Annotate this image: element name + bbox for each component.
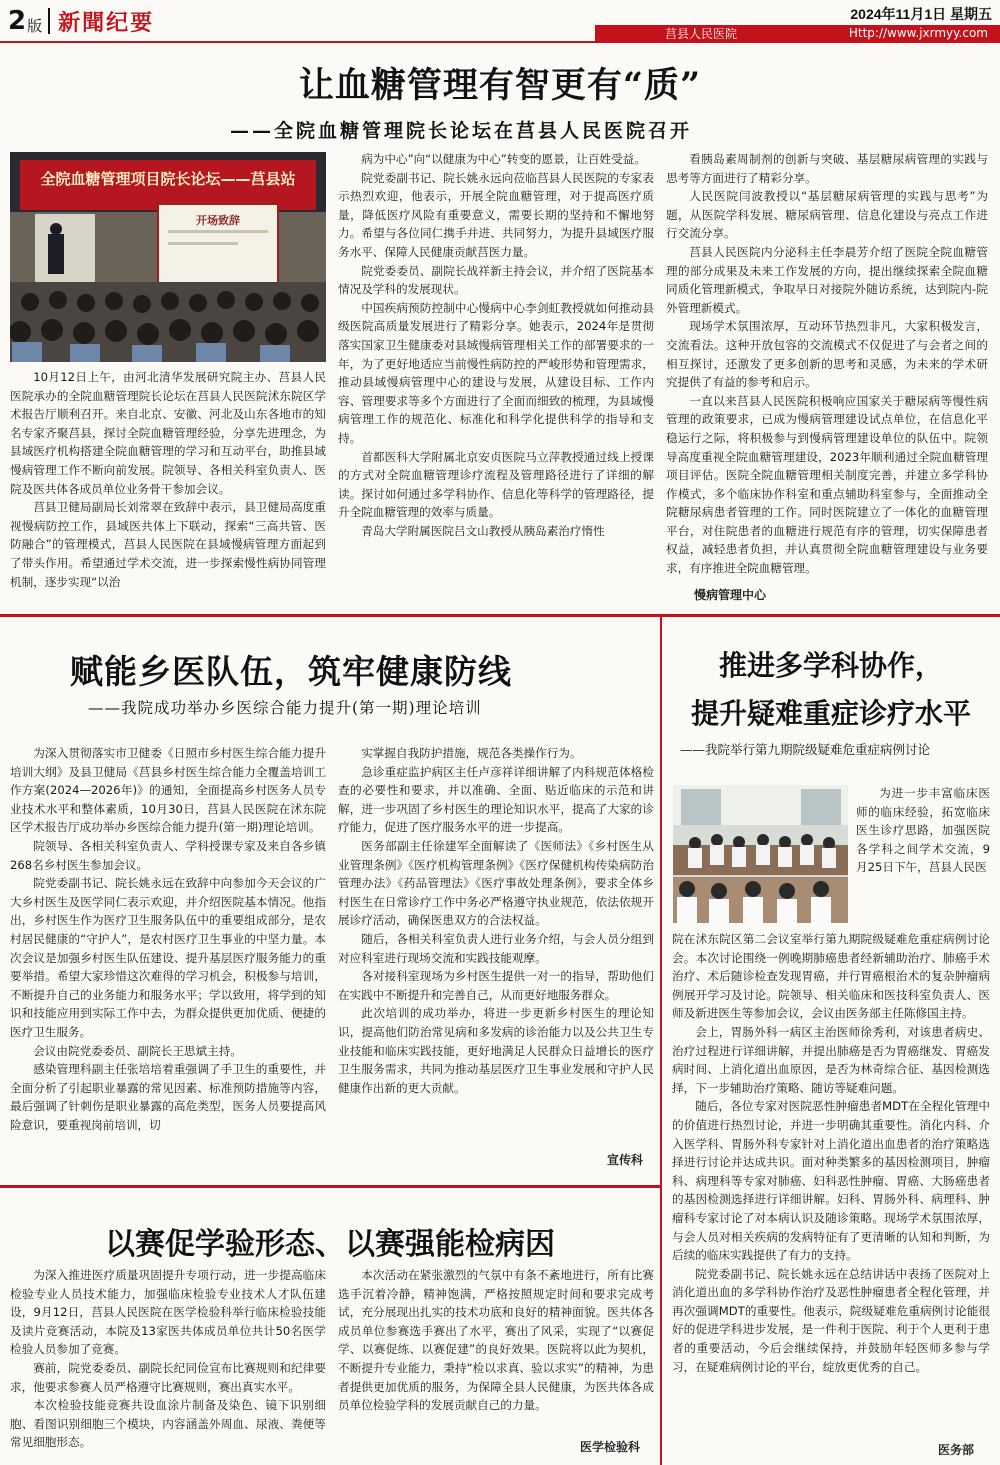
article1-photo xyxy=(10,152,326,362)
article3-subtitle: ——我院举行第九期院级疑难危重症病例讨论 xyxy=(680,742,931,757)
paragraph: 首都医科大学附属北京安贞医院马立萍教授通过线上授课的方式对全院血糖管理诊疗流程及管理路径进行了详细的解读。探讨如何通过多学科协作、信息化等科学的管理路径，提升全院血糖管理的效率与质量。 xyxy=(338,449,654,520)
paragraph: 为深入推进医疗质量巩固提升专项行动，进一步提高临床检验专业人员技术能力，加强临床检验专业技术人才队伍建设，9月12日，莒县人民医院在医学检验科举行临床检验技能及读片竞赛活动，本院及13家医共体成员单位共计50名医学检验人员参加了竞赛。 xyxy=(10,1268,326,1357)
paragraph: 一直以来莒县人民医院积极响应国家关于糖尿病等慢性病管理的政策要求，已成为慢病管理建设试点单位，在信息化平稳运行之际，将积极参与到慢病管理建设单位的队伍中。院领导高度重视全院血糖管理建设，2023年顺利通过全院血糖管理项目评估。医院全院血糖管理相关制度完善，并建立多学科协作模式，多个临床协作科室和重点辅助科室参与，全面推动全院糖尿病患者管理的工作。同时医院建立了一体化的血糖管理平台，对住院患者的血糖进行规范有序的管理，切实保障患者权益，减轻患者负担，并认真贯彻全院血糖管理建设与业务要求，有序推进全院血糖管理。 xyxy=(666,393,988,576)
paragraph: 院领导、各相关科室负责人、学科授课专家及来自各乡镇268名乡村医生参加会议。 xyxy=(10,838,326,872)
paragraph: 实掌握自我防护措施，规范各类操作行为。 xyxy=(361,746,582,760)
paragraph: 会议由院党委委员、副院长王思斌主持。 xyxy=(33,1043,242,1058)
article1-title: 让血糖管理有智更有“质” xyxy=(298,65,702,106)
article2-column-2 xyxy=(338,744,654,1154)
divider-after-article1 xyxy=(0,614,1000,617)
paragraph: 看胰岛素周制剂的创新与突破、基层糖尿病管理的实践与思考等方面进行了精彩分享。 xyxy=(666,152,988,185)
article4-column-2 xyxy=(338,1266,654,1434)
vertical-divider xyxy=(660,617,662,1465)
paragraph: 人民医院闫波教授以“基层糖尿病管理的实践与思考”为题，从医院学科发展、糖尿病管理、信息化建设与亮点工作进行交流分享。 xyxy=(666,189,988,241)
article3-body xyxy=(672,930,990,1435)
meeting-room-photo xyxy=(673,785,848,923)
paragraph: 莒县人民医院内分泌科主任李晨芳介绍了医院全院血糖管理的部分成果及未来工作发展的方向，提出继续探索全院血糖同质化管理新模式，争取早日对接院外随访系统，达到院内-院外管理新模式。 xyxy=(666,244,988,315)
article4-column-1 xyxy=(10,1266,326,1460)
paragraph: 赛前，院党委委员、副院长纪同俭宣布比赛规则和纪律要求，他要求参赛人员严格遵守比赛规则，赛出真实水平。 xyxy=(10,1360,326,1394)
article2-signature: 宣传科 xyxy=(607,1153,644,1167)
page-number: 2 xyxy=(8,6,27,36)
article3-signature: 医务部 xyxy=(938,1443,975,1457)
paragraph: 病为中心”向“以健康为中心”转变的愿景，让百姓受益。 xyxy=(361,152,646,166)
masthead-red-bar xyxy=(595,25,1000,41)
photo-screen-text: 开场致辞 xyxy=(196,214,240,227)
article1-column-1 xyxy=(10,368,326,605)
paragraph: 现场学术氛围浓厚，互动环节热烈非凡，大家积极发言，交流看法。这种开放包容的交流模式不仅促进了与会者之间的相互探讨，还激发了更多创新的思考和灵感，为未来的学术研究提供了有益的参考和启示。 xyxy=(666,319,988,390)
masthead-rule xyxy=(0,41,1000,43)
paragraph: 青岛大学附属医院吕文山教授从胰岛素治疗惰性 xyxy=(361,523,605,538)
divider-after-article2 xyxy=(0,1185,660,1188)
website-url: Http://www.jxrmyy.com xyxy=(848,26,988,40)
paragraph: 为深入贯彻落实市卫健委《日照市乡村医生综合能力提升培训大纲》及县卫健局《莒县乡村医生综合能力全覆盖培训工作方案(2024—2026年)》的通知，全面提高乡村医务人员专业技术水平和整体素质，10月30日，莒县人民医院在沭东院区学术报告厅成功举办乡医综合能力提升(第一期)理论培训。 xyxy=(10,746,326,835)
paragraph: 院在沭东院区第二会议室举行第九期院级疑难危重症病例讨论会。本次讨论围绕一例晚期肺癌患者经新辅助治疗、肺癌手术治疗、术后随诊检查发现胃癌，并行胃癌根治术的复杂肿瘤病例展开学习及讨论。院领导、相关临床和医技科室负责人、医师及新进医生等参加会议，会议由医务部主任陈修国主持。 xyxy=(672,932,990,1021)
paragraph: 随后，各相关科室负责人进行业务介绍，与会人员分组到对应科室进行现场交流和实践技能观摩。 xyxy=(338,931,654,965)
issue-date: 2024年11月1日 星期五 xyxy=(850,6,992,22)
article3-title-line2: 提升疑难重症诊疗水平 xyxy=(690,697,971,730)
paragraph: 会上，胃肠外科一病区主治医师徐秀利，对该患者病史、治疗过程进行详细讲解，并提出肺癌是否为胃癌继发、胃癌发病时间、上消化道出血原因，是否为林奇综合征、基因检测选择，下一步辅助治疗策略、随访等疑难问题。 xyxy=(672,1024,990,1095)
page-unit: 版 xyxy=(27,16,43,35)
article3-title-line1: 推进多学科协作， xyxy=(718,649,943,682)
paragraph: 10月12日上午，由河北清华发展研究院主办、莒县人民医院承办的全院血糖管理院长论坛在莒县人民医院沭东院区学术报告厅顺利召开。来自北京、安徽、河北及山东各地市的知名专家齐聚莒县，探讨全院血糖管理经验，分享先进理念，为县域医疗机构搭建全院血糖管理的学习和互动平台，助推县域慢病管理工作不断向前发展。院领导、各相关科室负责人、医院及医共体各成员单位业务骨干参加会议。 xyxy=(10,370,326,496)
paragraph: 院党委副书记、院长姚永远在致辞中向参加今天会议的广大乡村医生及医学同仁表示欢迎，并介绍医院基本情况。他指出，乡村医生作为医疗卫生服务队伍中的重要组成部分，是农村居民健康的“守护人”，是农村医疗卫生事业的中坚力量。本次会议是加强乡村医生队伍建设、提升基层医疗服务能力的重要举措。希望大家珍惜这次难得的学习机会，积极参与培训，不断提升自己的业务能力和服务水平；学以致用，将学到的知识和技能应用到实际工作中去，为群众提供更加优质、便捷的医疗卫生服务。 xyxy=(10,876,326,1039)
article3-photo xyxy=(673,785,848,923)
article2-subtitle: ——我院成功举办乡医综合能力提升(第一期)理论培训 xyxy=(88,699,482,717)
paragraph: 院党委副书记、院长姚永远向莅临莒县人民医院的专家表示热烈欢迎，他表示，开展全院血糖管理，对于提高医疗质量，降低医疗风险有重要意义，需要长期的坚持和不懈地努力。希望与各位同仁携手并进、共同努力，为提升县域医疗服务水平、保障人民健康贡献莒医力量。 xyxy=(338,170,654,259)
article2-column-1 xyxy=(10,744,326,1172)
article1-subtitle: ——全院血糖管理院长论坛在莒县人民医院召开 xyxy=(230,120,693,142)
article1-column-3 xyxy=(666,150,988,582)
article4-title: 以赛促学验形态、以赛强能检病因 xyxy=(105,1227,555,1262)
paragraph: 中国疾病预防控制中心慢病中心李剑虹教授就如何推动县级医院高质量发展进行了精彩分享。她表示，2024年是贯彻落实国家卫生健康委对县域慢病管理相关工作的部署要求的一年，为了更好地适应当前慢性病防控的严峻形势和管理需求，推动县域慢病管理中心的建设与发展，从建设目标、工作内容、管理要求等多个方面进行了全面而细致的梳理，为县域慢病管理工作的规范化、标准化和科学化提供科学的指导和支持。 xyxy=(338,300,654,445)
paragraph: 本次检验技能竞赛共设血涂片制备及染色、镜下识别细胞、看图识别细胞三个模块，内容涵盖外周血、尿液、粪便等常见细胞形态。 xyxy=(10,1398,326,1450)
paragraph: 医务部副主任徐建军全面解读了《医师法》《乡村医生从业管理条例》《医疗机构管理条例》《医疗保健机构传染病防治管理办法》《药品管理法》《医疗事故处理条例》，要求全体乡村医生在日常诊疗工作中务必严格遵守执业规范，依法依规开展诊疗活动，确保医患双方的合法权益。 xyxy=(338,838,654,928)
article1-column-2 xyxy=(338,150,654,605)
paragraph: 随后，各位专家对医院恶性肿瘤患者MDT在全程化管理中的价值进行热烈讨论，并进一步明确其重要性。消化内科、介入医学科、胃肠外科专家针对上消化道出血患者的治疗策略选择进行讨论并达成共识。面对种类繁多的基因检测项目，肿瘤科、病理科等专家对肺癌、妇科恶性肿瘤、胃癌、大肠癌患者的基因检测选择进行详细讲解。妇科、胃肠外科、病理科、肿瘤科专家讨论了对本病认识及随诊策略。现场学术氛围浓厚，与会人员对相关疾病的发病特征有了更清晰的认知和判断，为后续的临床实践提供了有力的支持。 xyxy=(672,1099,990,1263)
article2-title: 赋能乡医队伍，筑牢健康防线 xyxy=(70,652,512,691)
masthead-divider xyxy=(48,8,50,34)
article4-signature: 医学检验科 xyxy=(580,1440,641,1454)
section-name: 新聞纪要 xyxy=(58,9,155,36)
paragraph: 莒县卫健局副局长刘常翠在致辞中表示，县卫健局高度重视慢病防控工作，县域医共体上下联动，探索“三高共管、医防融合”的管理模式，莒县人民医院在县域慢病管理方面起到了带头作用。希望通过学术交流，进一步探索慢性病协同管理机制，逐步实现“以治 xyxy=(10,500,326,589)
hospital-name: 莒县人民医院 xyxy=(665,26,738,41)
paragraph: 感染管理科副主任张培培着重强调了手卫生的重要性，并全面分析了引起职业暴露的常见因素、标准预防措施等内容，最后强调了针刺伤是职业暴露的高危类型，医务人员要提高风险意识，要重视岗前培训，切 xyxy=(10,1062,326,1132)
paragraph: 本次活动在紧张激烈的气氛中有条不紊地进行，所有比赛选手沉着冷静，精神饱满，严格按照规定时间和要求完成考试，充分展现出扎实的技术功底和良好的精神面貌。医共体各成员单位参赛选手赛出了水平，赛出了风采，实现了“以赛促学、以赛促练、以赛促建”的良好效果。医院将以此为契机，不断提升专业能力，秉持“检以求真、验以求实”的精神，为患者提供更加优质的服务，为保障全县人民健康，为医共体各成员单位检验学科的发展贡献自己的力量。 xyxy=(338,1268,654,1413)
article3-intro xyxy=(856,784,990,930)
paragraph: 各对接科室现场为乡村医生提供一对一的指导，帮助他们在实践中不断提升和完善自己，从而更好地服务群众。 xyxy=(338,969,654,1002)
article1-signature: 慢病管理中心 xyxy=(694,588,767,602)
paragraph: 院党委副书记、院长姚永远在总结讲话中表扬了医院对上消化道出血的多学科协作治疗及恶性肿瘤患者全程化管理，并再次强调MDT的重要性。他表示，院级疑难危重病例讨论能很好的促进学科进步发展，是一件利于医院、利于个人更利于患者的重要活动，今后会继续保持，并鼓励年轻医师多参与学习，在疑难病例讨论的平台，绽放更优秀的自己。 xyxy=(672,1266,990,1374)
paragraph: 为进一步丰富临床医师的临床经验，拓宽临床医生诊疗思路，加强医院各学科之间学术交流，9月25日下午，莒县人民医 xyxy=(856,786,990,875)
photo-banner-text: 全院血糖管理项目院长论坛——莒县站 xyxy=(40,170,296,188)
paragraph: 急诊重症监护病区主任卢彦祥详细讲解了内科规范体格检查的必要性和要求，并以准确、全面、贴近临床的示范和讲解，进一步巩固了乡村医生的理论知识水平，提高了大家的诊疗能力，促进了医疗服务水平的进一步提高。 xyxy=(338,764,654,835)
masthead xyxy=(8,4,154,38)
paragraph: 院党委委员、副院长战祥新主持会议，并介绍了医院基本情况及学科的发展现状。 xyxy=(338,263,654,297)
paragraph: 此次培训的成功举办，将进一步更新乡村医生的理论知识，提高他们防治常见病和多发病的诊治能力以及公共卫生专业技能和临床实践技能，更好地满足人民群众日益增长的医疗卫生服务需求，共同为推动基层医疗卫生事业发展和守护人民健康作出新的更大贡献。 xyxy=(338,1006,654,1095)
